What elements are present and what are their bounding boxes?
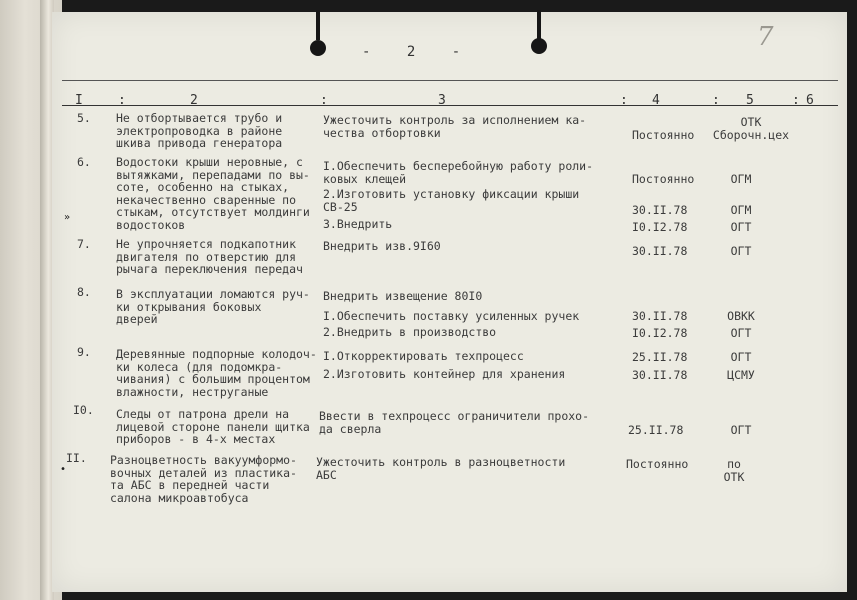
row-10-term-1: 25.II.78 — [628, 423, 684, 437]
row-5-number: 5. — [77, 111, 91, 125]
row-8-resp-3: ОГТ — [730, 326, 752, 340]
row-6-resp-3: ОГТ — [730, 220, 752, 234]
header-rule-top — [62, 80, 838, 81]
row-8-measure-2: I.Обеспечить поставку усиленных ручек — [323, 309, 580, 323]
row-9-measure-1: I.Откорректировать техпроцесс — [323, 349, 524, 363]
row-6-term-1: Постоянно — [632, 172, 695, 186]
row-7-term-1: 30.II.78 — [632, 244, 688, 258]
row-8-measure-3: 2.Внедрить в производство — [323, 325, 497, 339]
row-8-term-3: I0.I2.78 — [632, 326, 688, 340]
row-11-measure-1: Ужесточить контроль в разноцветности АБС — [316, 455, 566, 482]
row-11-term-1: Постоянно — [626, 457, 689, 471]
row-7-measure-1: Внедрить изв.9I60 — [323, 239, 441, 253]
corner-page-mark: 7 — [757, 22, 774, 52]
row-11-margin-dot: • — [60, 464, 67, 475]
row-6-resp-2: ОГМ — [730, 203, 752, 217]
row-11-resp-1: по ОТК — [723, 457, 745, 484]
header-col-2: 2 — [190, 93, 198, 108]
header-col-6: 6 — [806, 93, 814, 108]
row-9-defect: Деревянные подпорные колодоч- ки колеса (для подомкра- чивания) с большим процентом влажности, неструганые — [116, 347, 317, 399]
row-11-number: II. — [66, 451, 87, 465]
row-9-resp-2: ЦСМУ — [727, 368, 755, 382]
header-sep-4: : — [712, 93, 720, 108]
row-10-number: I0. — [73, 403, 94, 417]
row-7-defect: Не упрочняется подкапотник двигателя по отверстию для рычага переключения передач — [116, 237, 303, 276]
header-rule-bottom — [62, 105, 838, 106]
row-10-defect: Следы от патрона дрели на лицевой стороне панели щитка приборов - в 4-х местах — [116, 407, 310, 446]
row-6-number: 6. — [77, 155, 91, 169]
row-5-term-1: Постоянно — [632, 128, 695, 142]
header-col-1: I — [75, 93, 83, 108]
header-sep-3: : — [620, 93, 628, 108]
row-8-measure-1: Внедрить извещение 80I0 — [323, 289, 483, 303]
row-6-term-3: I0.I2.78 — [632, 220, 688, 234]
row-7-number: 7. — [77, 237, 91, 251]
header-sep-2: : — [320, 93, 328, 108]
row-7-resp-1: ОГТ — [730, 244, 752, 258]
row-5-defect: Не отбортывается трубо и электропроводка в районе шкива привода генератора — [116, 111, 283, 150]
row-9-resp-1: ОГТ — [730, 350, 752, 364]
header-col-5: 5 — [746, 93, 754, 108]
header-sep-1: : — [118, 93, 126, 108]
row-9-measure-2: 2.Изготовить контейнер для хранения — [323, 367, 566, 381]
row-8-resp-2: ОВКК — [727, 309, 755, 323]
row-5-measure-1: Ужесточить контроль за исполнением ка- чества отбортовки — [323, 113, 587, 140]
row-8-number: 8. — [77, 285, 91, 299]
row-6-resp-1: ОГМ — [730, 172, 752, 186]
page-number: - 2 - — [362, 44, 475, 60]
punch-hole-left — [310, 40, 326, 56]
row-10-resp-1: ОГТ — [730, 423, 752, 437]
row-5-resp-1: ОТК Сборочн.цех — [712, 115, 790, 142]
binder-clip-right — [537, 10, 541, 40]
header-col-3: 3 — [438, 93, 446, 108]
punch-hole-right — [531, 38, 547, 54]
row-9-term-1: 25.II.78 — [632, 350, 688, 364]
row-6-term-2: 30.II.78 — [632, 203, 688, 217]
row-9-number: 9. — [77, 345, 91, 359]
row-11-defect: Разноцветность вакуумформо- вочных деталей из пластика- та АБС в передней части салона микроавтобуса — [110, 453, 297, 505]
margin-tick-mark: » — [64, 212, 71, 223]
binder-clip-left — [316, 10, 320, 40]
row-6-measure-3: 3.Внедрить — [323, 217, 393, 231]
header-col-4: 4 — [652, 93, 660, 108]
row-6-defect: Водостоки крыши неровные, с вытяжками, перепадами по вы- соте, особенно на стыках, некачественно сваренные по стыкам, отсутствует молдинги водостоков — [116, 155, 310, 232]
row-8-defect: В эксплуатации ломаются руч- ки открывания боковых дверей — [116, 287, 310, 326]
row-9-term-2: 30.II.78 — [632, 368, 688, 382]
row-10-measure-1: Ввести в техпроцесс ограничители прохо- да сверла — [319, 409, 590, 436]
row-6-measure-1: I.Обеспечить бесперебойную работу роли- ковых клещей — [323, 159, 594, 186]
header-sep-5: : — [792, 93, 800, 108]
row-6-measure-2: 2.Изготовить установку фиксации крыши СВ-25 — [323, 187, 580, 214]
row-8-term-2: 30.II.78 — [632, 309, 688, 323]
